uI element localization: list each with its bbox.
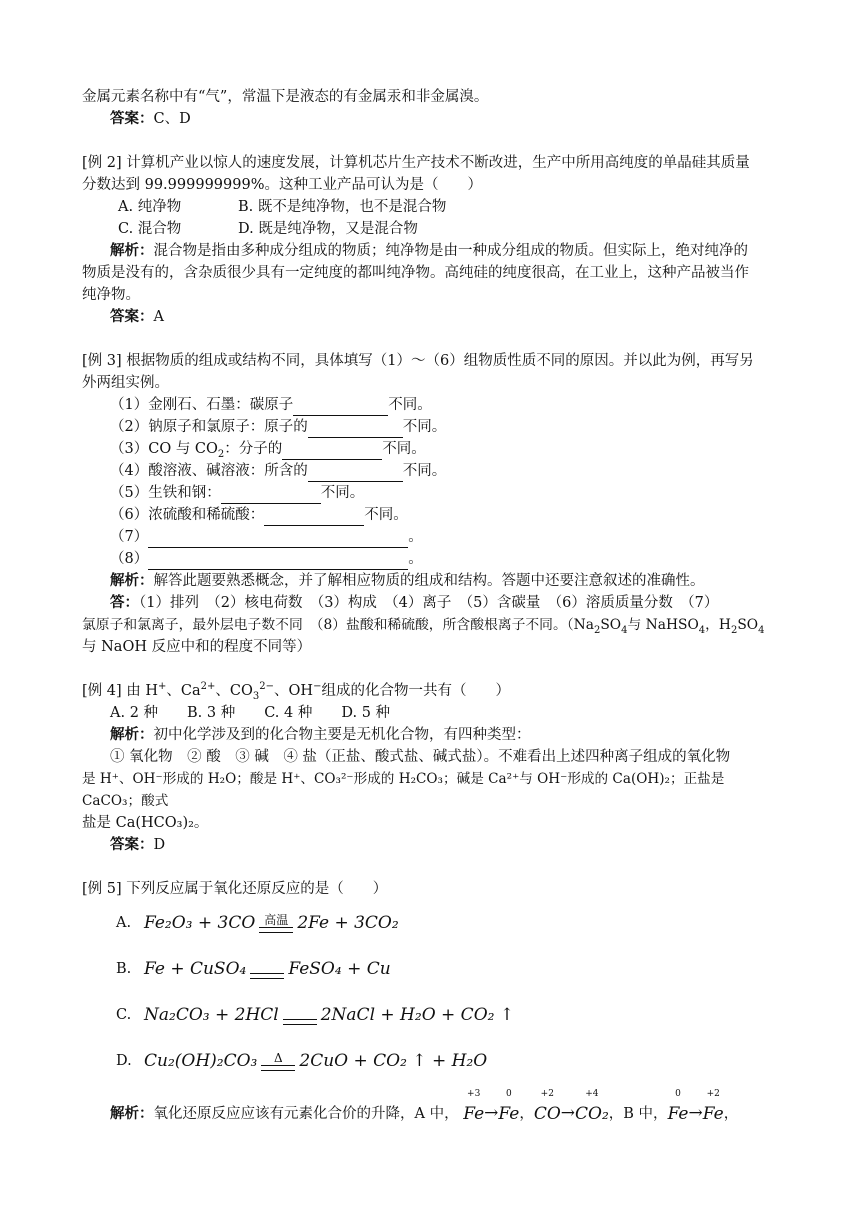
equals-sign [250,973,284,979]
document-content [82,86,782,1129]
ex2-analysis-cont1: 物质是没有的，含杂质很少具有一定纯度的都叫纯净物。高纯硅的纯度很高，在工业上，这种产品被当作 [82,265,749,281]
ex3-item-4: （4）酸溶液、碱溶液：所含的 不同。 [82,460,782,482]
ex4-options: A. 2 种 B. 3 种 C. 4 种 D. 5 种 [110,705,391,721]
ex2-analysis-cont2: 纯净物。 [82,287,140,303]
ex3-question: [例 3] 根据物质的组成或结构不同，具体填写（1）～（6）组物质性质不同的原因。并以此为例，再写另 [82,353,754,369]
fill-blank [264,508,364,526]
ex4-answer: 答案：D [110,836,166,853]
ex2-analysis: 解析：混合物是指由多种成分组成的物质；纯净物是由一种成分组成的物质。但实际上，绝对纯净的 [110,242,748,259]
fill-blank [308,464,403,482]
ex3-question-cont: 外两组实例。 [82,375,169,391]
fill-blank [148,530,408,548]
ex3-answer-cont1: 氯原子和氯离子，最外层电子数不同 （8）盐酸和稀硫酸，所含酸根离子不同。（$Na_2SO_4$与 NaHSO$_4$，$H_2SO_4$ [82,617,765,636]
equals-sign [283,1019,317,1025]
ex5-question: [例 5] 下列反应属于氧化还原反应的是（ ） [82,881,388,897]
equation-a: A. Fe₂O₃ + 3CO 高温 2Fe + 3CO₂ [116,913,399,933]
ex2-answer: 答案：A [110,308,164,325]
ex2-question-cont: 分数达到 99.999999999%。这种工业产品可认为是（ ） [82,177,482,193]
equals-sign [261,1065,295,1071]
equation-c: C. Na₂CO₃ + 2HCl 2NaCl + H₂O + CO₂ ↑ [116,1005,515,1025]
intro-answer: 答案：C、D [110,110,191,127]
ex3-analysis: 解析：解答此题要熟悉概念，并了解相应物质的组成和结构。答题中还要注意叙述的准确性。 [110,572,705,589]
ex3-item-3: （3）CO 与 $CO_2$：分子的 不同。 [110,441,426,460]
ex3-answer: 答：（1）排列 （2）核电荷数 （3）构成 （4）离子 （5）含碳量 （6）溶质质量分数 （7） [110,594,719,611]
intro-text: 金属元素名称中有“气”，常温下是液态的有金属汞和非金属溴。 [82,89,489,105]
ex2-question: [例 2] 计算机产业以惊人的速度发展，计算机芯片生产技术不断改进，生产中所用高纯度的单晶硅其质量 [82,155,750,171]
fill-blank [308,420,403,438]
fill-blank [282,442,382,460]
ex3-item-8: （8） 。 [82,548,782,570]
ex3-answer-cont2: 与 NaOH 反应中和的程度不同等） [82,639,312,655]
fill-blank [221,486,321,504]
ex4-analysis-cont3: 盐是 Ca(HCO₃)₂。 [82,815,209,831]
fill-blank [148,552,408,570]
ex5-analysis: 解析：氧化还原反应应该有元素化合价的升降，A 中， +3 Fe → 0 Fe ， +2 CO → +4 CO₂ ，B 中， 0 Fe → +2 Fe ， [110,1089,739,1124]
equals-sign [259,927,293,933]
ex3-item-2: （2）钠原子和氯原子：原子的 不同。 [82,416,782,438]
ex3-item-7: （7） 。 [82,526,782,548]
ex4-analysis-cont1: ① 氧化物 ② 酸 ③ 碱 ④ 盐（正盐、酸式盐、碱式盐）。不难看出上述四种离子组成的氧化物 [110,749,731,765]
fill-blank [293,398,388,416]
ex2-options-ab: A. 纯净物 B. 既不是纯净物，也不是混合物 [118,199,447,215]
ex4-analysis: 解析：初中化学涉及到的化合物主要是无机化合物，有四种类型： [110,726,531,743]
ex3-item-5: （5）生铁和钢： 不同。 [82,482,782,504]
equation-b: B. Fe + CuSO₄ FeSO₄ + Cu [116,959,391,979]
ex4-question: [例 4] 由 H+、$Ca^{2+}$、$CO_3^{2-}$、OH−组成的化合物一共有（ ） [82,681,510,702]
ex4-analysis-cont2: 是 H⁺、OH⁻形成的 H₂O；酸是 H⁺、CO₃²⁻形成的 H₂CO₃；碱是 Ca²⁺与 OH⁻形成的 Ca(OH)₂；正盐是 CaCO₃；酸式 [82,771,725,809]
ex3-item-1: （1）金刚石、石墨：碳原子 不同。 [82,394,782,416]
ex2-options-cd: C. 混合物 D. 既是纯净物，又是混合物 [118,221,418,237]
equation-d: D. Cu₂(OH)₂CO₃ Δ 2CuO + CO₂ ↑ + H₂O [116,1051,488,1071]
ex3-item-6: （6）浓硫酸和稀硫酸： 不同。 [82,504,782,526]
